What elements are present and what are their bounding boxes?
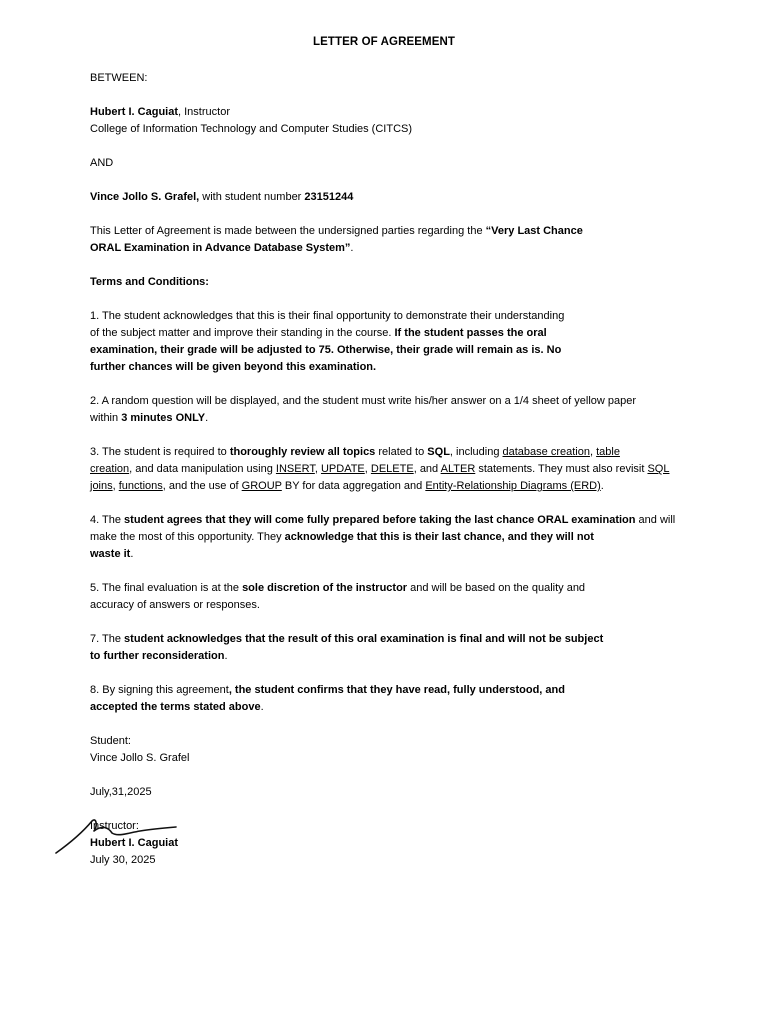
- instructor-role: , Instructor: [178, 106, 230, 118]
- student-party: Vince Jollo S. Grafel, with student number 23151244: [90, 191, 354, 203]
- term-1: 1. The student acknowledges that this is their final opportunity to demonstrate their understanding of the subject matter and improve their standing in the course. If the student passes the oral examination, their grade will be adjusted to 75. Otherwise, their grade will remain as is. No further chances will be given beyond this examination.: [90, 310, 565, 373]
- student-sign-label: Student:: [90, 735, 131, 747]
- terms-heading: Terms and Conditions:: [90, 276, 209, 288]
- student-signature-block: [90, 733, 690, 767]
- term-2: 2. A random question will be displayed, and the student must write his/her answer on a 1/4 sheet of yellow paper within 3 minutes ONLY.: [90, 395, 637, 424]
- between-label: BETWEEN:: [90, 72, 148, 84]
- intro-paragraph: This Letter of Agreement is made between the undersigned parties regarding the “Very Last Chance ORAL Examination in Advance Database System”.: [90, 225, 583, 254]
- instructor-sign-name: Hubert I. Caguiat: [90, 837, 179, 849]
- student-sign-date-block: [90, 784, 690, 801]
- term-7: 7. The student acknowledges that the result of this oral examination is final and will not be subject to further reconsideration.: [90, 633, 604, 662]
- instructor-sign-date: July 30, 2025: [90, 854, 156, 866]
- student-sign-name: Vince Jollo S. Grafel: [90, 752, 190, 764]
- instructor-sign-label: Instructor:: [90, 820, 139, 832]
- and-label: AND: [90, 157, 114, 169]
- document-title: LETTER OF AGREEMENT: [312, 36, 456, 48]
- term-3: 3. The student is required to thoroughly review all topics related to SQL, including database creation, table creation, and data manipulation using INSERT, UPDATE, DELETE, and ALTER statements. They must also revisit SQL joins, functions, and the use of GROUP BY for data aggregation and Entity-Relationship Diagrams (ERD).: [90, 446, 670, 492]
- term-4: 4. The student agrees that they will come fully prepared before taking the last chance ORAL examination and will make the most of this opportunity. They acknowledge that this is their last chance, and they will not waste it.: [90, 514, 676, 560]
- instructor-name: Hubert I. Caguiat: [90, 106, 179, 118]
- document-body: [90, 70, 690, 886]
- student-number: 23151244: [304, 191, 354, 203]
- handwritten-signature: [52, 813, 182, 865]
- instructor-party: [90, 104, 690, 138]
- term-8: 8. By signing this agreement, the student confirms that they have read, fully understood, and accepted the terms stated above.: [90, 684, 565, 713]
- student-name: Vince Jollo S. Grafel,: [90, 191, 200, 203]
- term-5: 5. The final evaluation is at the sole discretion of the instructor and will be based on the quality and accuracy of answers or responses.: [90, 582, 586, 611]
- instructor-college: College of Information Technology and Computer Studies (CITCS): [90, 123, 413, 135]
- student-sign-date: July,31,2025: [90, 786, 152, 798]
- instructor-signature-block: [90, 818, 690, 869]
